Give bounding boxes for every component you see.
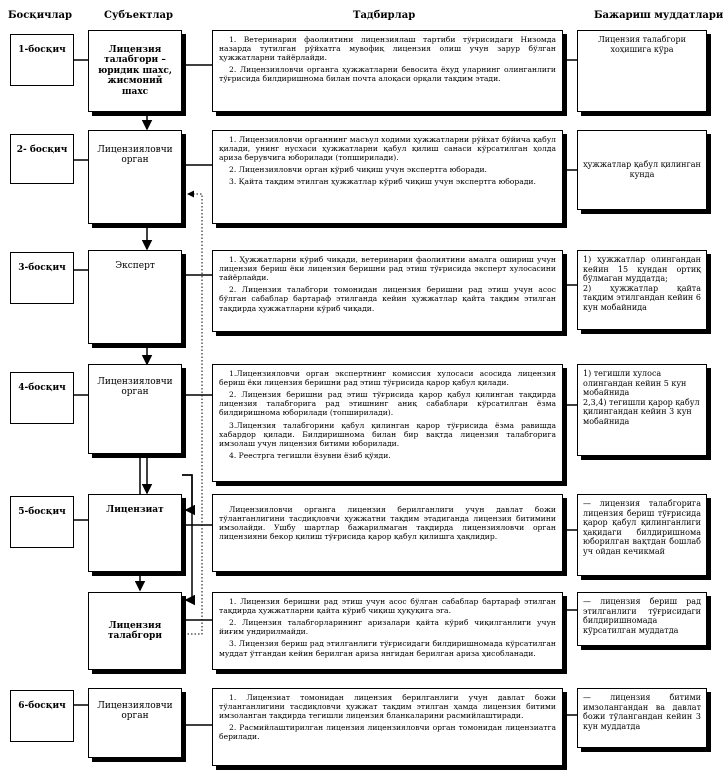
step-2-box	[10, 134, 74, 184]
deadline-6-text: — лицензия битими имзолангандан ва давлат божи тўлангандан кейин 3 кун муддатда	[583, 693, 701, 731]
subject-licensing-authority-6	[88, 688, 182, 758]
subject-applicant-5-label: Лицензия талабгори	[107, 620, 163, 641]
step-5-label: 5-босқич	[18, 507, 66, 517]
action-1-1: 1. Ветеринария фаолиятини лицензиялаш тартиби тўғрисидаги Низомда назарда тутилган рўйхатга мувофиқ лицензия олиш учун зарур бўлган ҳужжатларни тайёрлайди.	[219, 35, 556, 63]
actions-step-1	[212, 30, 563, 112]
deadline-step-5b	[577, 592, 707, 646]
deadline-3-text-2: 2) ҳужжатлар қайта тақдим этилгандан кейин 6 кун мобайнида	[583, 283, 701, 312]
step-4-box	[10, 372, 74, 424]
action-4-2: 2. Лицензия беришни рад этиш тўғрисида қарор қабул қилинган тақдирда лицензия талабгорига рад этишнинг аниқ сабаблари кўрсатилган ёзма билдиришнома юборилади (топширилади).	[219, 390, 556, 418]
subject-expert	[88, 250, 182, 344]
deadline-3-text-1: 1) ҳужжатлар олингандан кейин 15 кундан ортиқ бўлмаган муддатда;	[583, 255, 701, 284]
step-1-label: 1-босқич	[18, 45, 66, 55]
action-3-2: 2. Лицензия талабгори томонидан лицензия беришни рад этиш учун асос бўлган сабаблар бартараф этилганда кейин ҳужжатлар қайта тақдим этилган тақдирда ҳужжатларни кўриб чиқади.	[219, 285, 556, 313]
action-5-1: Лицензияловчи органга лицензия берилганлиги учун давлат божи тўланганлигини тасдиқловчи ҳужжатни тақдим этадиганда лицензия битимини имзолайди. Ушбу шартлар бажарилмаган тақдирда лицензияловчи орган лицензияни бекор қилиш тўғрисида қарор қабул қилишга ҳақлидир.	[219, 505, 556, 542]
deadline-step-5	[577, 494, 707, 576]
step-6-box	[10, 690, 74, 742]
subject-applicant	[88, 30, 182, 112]
step-3-box	[10, 252, 74, 304]
header-steps: Босқичлар	[8, 10, 73, 21]
subject-applicant-label: Лицензия талабгори – юридик шахс, жисмоний шахс	[98, 45, 172, 97]
deadline-5b-text: — лицензия бериш рад этилганлиги тўғрисидаги билдиришномада кўрсатилган муддатда	[583, 597, 701, 635]
action-1-2: 2. Лицензияловчи органга ҳужжатларни бевосита ёхуд уларнинг олинганлиги тўғрисида билдиришнома билан почта алоқаси орқали тақдим этади.	[219, 65, 556, 84]
subject-licensing-authority-2	[88, 130, 182, 224]
deadline-step-3	[577, 250, 707, 330]
subject-licensing-authority-4-label: Лицензияловчи орган	[97, 377, 173, 398]
action-2-1: 1. Лицензияловчи органнинг масъул ходими ҳужжатларни рўйхат бўйича қабул қилади, унинг нусхаси ҳужжатларни қабул қилиш санаси кўрсатилган ҳолда ариза берувчига юборилади (топширилади).	[219, 135, 556, 163]
step-3-label: 3-босқич	[18, 263, 66, 273]
deadline-4-text-2: 2,3,4) тегишли қарор қабул қилингандан кейин 3 кун мобайнида	[583, 397, 700, 426]
actions-step-5b	[212, 592, 563, 670]
subject-licensing-authority-6-label: Лицензияловчи орган	[97, 701, 173, 722]
action-5b-1: 1. Лицензия беришни рад этиш учун асос бўлган сабаблар бартараф этилган тақдирда ҳужжатларни қайта кўриб чиқиш ҳуқуқига эга.	[219, 597, 556, 616]
actions-step-4	[212, 364, 563, 482]
subject-licensee	[88, 494, 182, 572]
deadline-1-text: Лицензия талабгори хоҳишига кўра	[598, 35, 686, 54]
action-4-3: 3.Лицензия талабгорини қабул қилинган қарор тўғрисида ёзма равишда хабардор қилади. Билдиришнома билан бир вақтда лицензия талабгорига имзолаш учун лицензия битими юборилади.	[219, 420, 556, 448]
header-deadlines: Бажариш муддатлари	[594, 10, 724, 21]
step-2-label: 2- босқич	[16, 145, 68, 155]
action-6-1: 1. Лицензиат томонидан лицензия берилганлиги учун давлат божи тўланганлигини тасдиқловчи ҳужжат тақдим этилган ҳамда лицензия битими имзоланган тақдирда тегишли лицензия бланкаларини расмийлаштиради.	[219, 693, 556, 721]
subject-applicant-5	[88, 592, 182, 670]
action-4-1: 1.Лицензияловчи орган экспертнинг комиссия хулосаси асосида лицензия бериш ёки лицензия беришни рад этиш тўғрисида қарор қабул қилади.	[219, 369, 556, 388]
action-5b-2: 2. Лицензия талабгорларининг аризалари қайта кўриб чиқилганлиги учун йиғим ундирилмайди.	[219, 618, 556, 637]
actions-step-5	[212, 494, 563, 572]
subject-licensing-authority-2-label: Лицензияловчи орган	[97, 145, 173, 166]
deadline-step-1	[577, 30, 707, 112]
action-5b-3: 3. Лицензия бериш рад этилганлиги тўғрисидаги билдиришномада кўрсатилган муддат ўтгандан кейин берилган ариза янгидан берилган ариза ҳисобланади.	[219, 639, 556, 658]
subject-expert-label: Эксперт	[115, 261, 155, 271]
actions-step-3	[212, 250, 563, 332]
action-4-4: 4. Реестрга тегишли ёзувни ёзиб қўяди.	[229, 450, 391, 460]
action-2-3: 3. Қайта тақдим этилган ҳужжатлар кўриб чиқиш учун экспертга юборади.	[229, 177, 536, 187]
header-subjects: Субъектлар	[104, 10, 174, 21]
subject-licensing-authority-4	[88, 364, 182, 454]
actions-step-6	[212, 688, 563, 766]
step-5-box	[10, 496, 74, 548]
deadline-step-4	[577, 364, 707, 456]
subject-licensee-label: Лицензиат	[106, 505, 164, 515]
step-6-label: 6-босқич	[18, 701, 66, 711]
action-6-2: 2. Расмийлаштирилган лицензия лицензияловчи орган томонидан лицензиатга берилади.	[219, 723, 556, 742]
step-1-box	[10, 34, 74, 86]
deadline-step-2	[577, 130, 707, 210]
deadline-2-text: ҳужжатлар қабул қилинган кунда	[583, 160, 701, 179]
action-2-2: 2. Лицензияловчи орган кўриб чиқиш учун экспертга юборади.	[229, 165, 487, 175]
header-actions: Тадбирлар	[353, 10, 416, 21]
deadline-4-text-1: 1) тегишли хулоса олингандан кейин 5 кун мобайнида	[583, 369, 687, 398]
step-4-label: 4-босқич	[18, 383, 66, 393]
action-3-1: 1. Ҳужжатларни кўриб чиқади, ветеринария фаолиятини амалга ошириш учун лицензия бериш ёки лицензия беришни рад этиш тўғрисида эксперт хулосасини тайёрлайди.	[219, 255, 556, 283]
deadline-step-6	[577, 688, 707, 748]
deadline-5-text: — лицензия талабгорига лицензия бериш тўғрисида қарор қабул қилинганлиги ҳақидаги билдиришнома юборилган вақтдан бошлаб уч ойдан кечикмай	[583, 499, 701, 556]
actions-step-2	[212, 130, 563, 224]
